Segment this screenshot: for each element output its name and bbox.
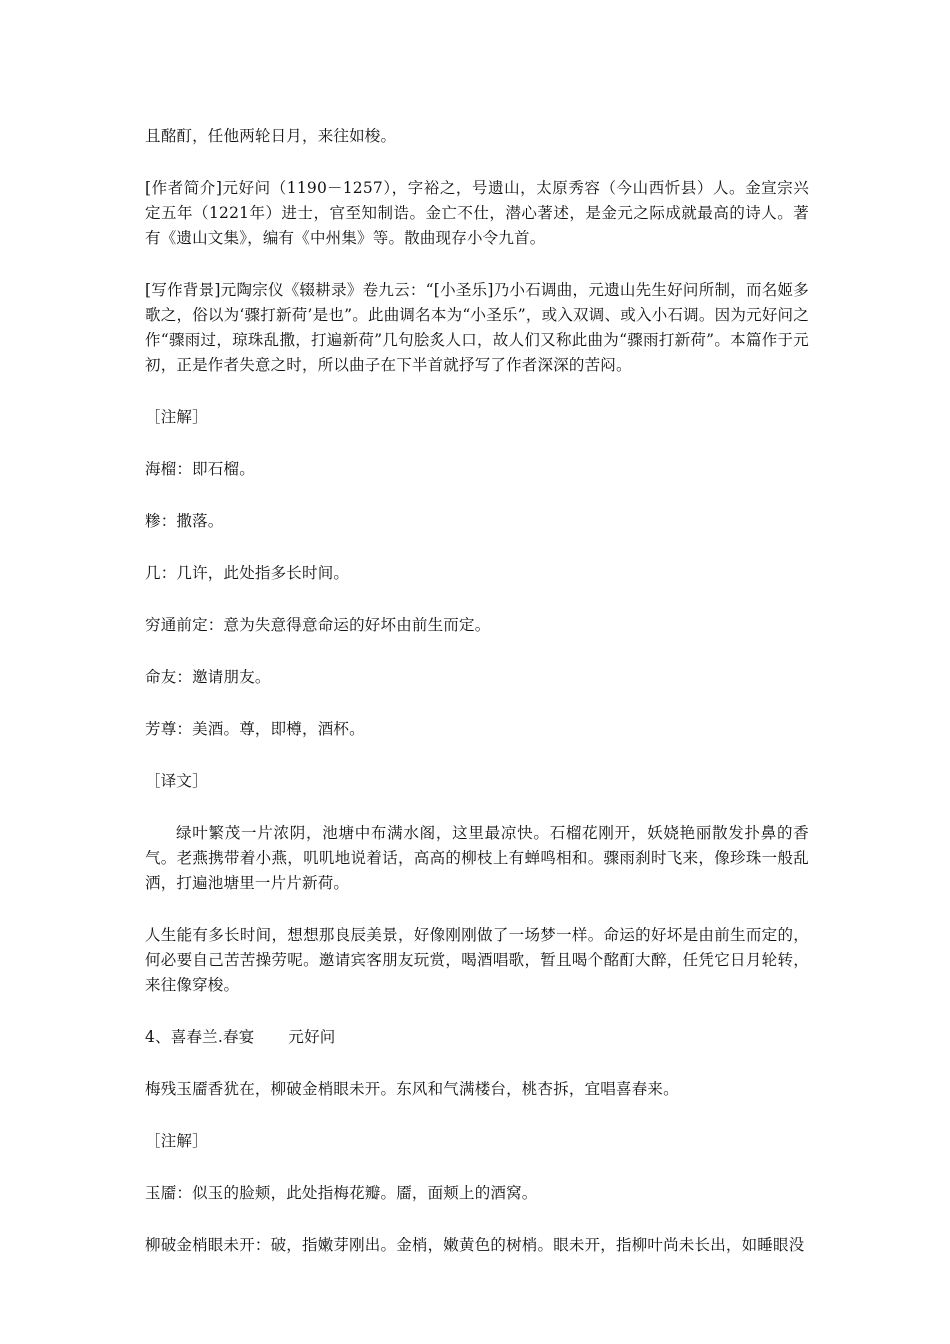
notes-heading: ［注解］ [145,1132,208,1150]
poem-text: 梅残玉靥香犹在，柳破金梢眼未开。东风和气满楼台，桃杏拆，宜唱喜春来。 [145,1080,679,1098]
note-item: 芳尊：美酒。尊，即樽，酒杯。 [145,720,365,738]
note-item: 玉靥：似玉的脸颊，此处指梅花瓣。靥，面颊上的酒窝。 [145,1184,538,1202]
note-item: 穷通前定：意为失意得意命运的好坏由前生而定。 [145,616,491,634]
note-item: 命友：邀请朋友。 [145,668,271,686]
section-author: 元好问 [288,1028,336,1046]
background-paragraph: [写作背景]元陶宗仪《辍耕录》卷九云：“[小圣乐]乃小石调曲，元遗山先生好问所制，而名姬多歌之，俗以为‘骤打新荷’是也”。此曲调名本为“小圣乐”，或入双调、或入小石调。因为元好问之作“骤雨过，琼珠乱撒，打遍新荷”几句脍炙人口，故人们又称此曲为“骤雨打新荷”。本篇作于元初，正是作者失意之时，所以曲子在下半首就抒写了作者深深的苦闷。 [145,281,809,374]
translation-paragraph: 人生能有多长时间，想想那良辰美景，好像刚刚做了一场梦一样。命运的好坏是由前生而定的，何必要自己苦苦操劳呢。邀请宾客朋友玩赏，喝酒唱歌，暂且喝个酩酊大醉，任凭它日月轮转，来往像穿梭。 [145,926,809,994]
section-title: 4、喜春兰.春宴 [145,1028,255,1046]
note-item: 几：几许，此处指多长时间。 [145,564,350,582]
author-intro-paragraph: [作者简介]元好问（1190－1257），字裕之，号遗山，太原秀容（今山西忻县）人。金宣宗兴定五年（1221年）进士，官至知制诰。金亡不仕，潜心著述，是金元之际成就最高的诗人。著有《遗山文集》，编有《中州集》等。散曲现存小令九首。 [145,179,809,247]
note-item: 柳破金梢眼未开：破，指嫩芽刚出。金梢，嫩黄色的树梢。眼未开，指柳叶尚未长出，如睡眼没 [145,1236,805,1254]
document-page [145,124,809,1258]
notes-heading: ［注解］ [145,408,208,426]
note-item: 糁：撒落。 [145,512,224,530]
translation-paragraph: 绿叶繁茂一片浓阴，池塘中布满水阁，这里最凉快。石榴花刚开，妖娆艳丽散发扑鼻的香气。老燕携带着小燕，叽叽地说着话，高高的柳枝上有蝉鸣相和。骤雨刹时飞来，像珍珠一般乱洒，打遍池塘里一片片新荷。 [145,824,809,892]
section-title-line [145,1025,809,1050]
translation-heading: ［译文］ [145,772,208,790]
poem-closing-line: 且酩酊，任他两轮日月，来往如梭。 [145,127,397,145]
note-item: 海榴：即石榴。 [145,460,255,478]
